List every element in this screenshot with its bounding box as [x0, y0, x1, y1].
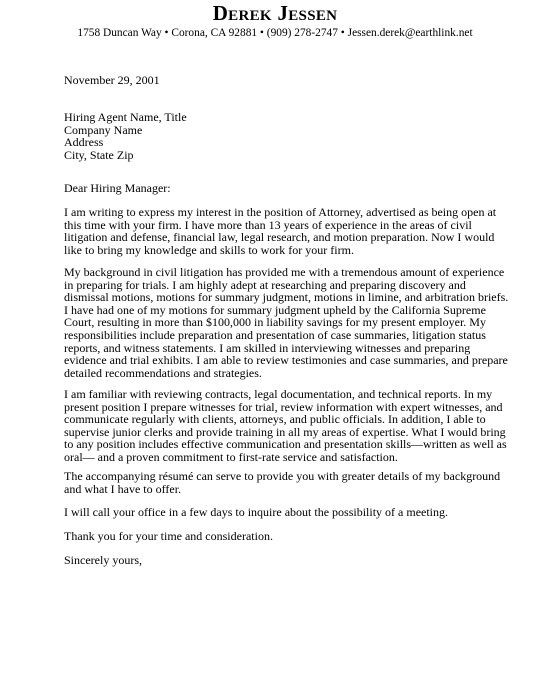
letter-date: November 29, 2001 [64, 73, 160, 87]
paragraph-line: present position I prepare witnesses for trial, review information with expert witnesses, and [64, 399, 503, 414]
recipient-address [64, 111, 504, 161]
paragraph-line: reports, and witness statements. I am skilled in interviewing witnesses and preparing [64, 340, 471, 355]
paragraph-line: evidence and trial exhibits. I am able to review testimonies and case summaries, and prepare [64, 353, 508, 368]
body-paragraph [64, 265, 509, 380]
paragraph-line: detailed recommendations and strategies. [64, 365, 262, 380]
recipient-city-state-zip: City, State Zip [64, 147, 134, 162]
paragraph-line: communicate regularly with clients, attorneys, and public officials. In addition, I able to [64, 412, 486, 427]
paragraph-line: My background in civil litigation has provided me with a tremendous amount of experience [64, 265, 505, 279]
paragraph-line: I am writing to express my interest in the position of Attorney, advertised as being open at [64, 205, 497, 219]
paragraph-line: The accompanying résumé can serve to provide you with greater details of my background [64, 469, 501, 483]
recipient-address-line: Address [64, 135, 104, 150]
sender-contact-line: 1758 Duncan Way • Corona, CA 92881 • (909) 278-2747 • Jessen.derek@earthlink.net [77, 27, 473, 39]
paragraph-line: litigation and defense, financial law, legal research, and motion preparation. Now I would [64, 230, 495, 245]
paragraph-line: like to bring my knowledge and skills to work for your firm. [64, 242, 354, 257]
salutation: Dear Hiring Manager: [64, 181, 171, 195]
paragraph-line: responsibilities include preparation and presentation of case summaries, litigation status [64, 327, 486, 342]
recipient-name-title: Hiring Agent Name, Title [64, 110, 187, 124]
recipient-company: Company Name [64, 122, 143, 137]
paragraph-line: I will call your office in a few days to inquire about the possibility of a meeting. [64, 505, 449, 519]
paragraph-line: I have had one of my motions for summary judgment upheld by the California Supreme [64, 302, 486, 317]
paragraph-line: and what I have to offer. [64, 481, 182, 496]
paragraph-line: to any position includes effective communication and presentation skills—written as well as [64, 437, 507, 452]
paragraph-line: this time with your firm. I have more than 13 years of experience in the areas of civil [64, 217, 472, 232]
paragraph-line: I am familiar with reviewing contracts, legal documentation, and technical reports. In my [64, 387, 493, 401]
paragraph-line: supervise junior clerks and provide training in all my areas of expertise. What I would bring [64, 424, 506, 439]
body-paragraph [64, 206, 504, 256]
paragraph-line: Thank you for your time and consideration. [64, 529, 273, 543]
paragraph-line: in preparing for trials. I am highly adept at researching and preparing discovery and [64, 277, 466, 292]
body-paragraph [64, 470, 504, 495]
paragraph-line: oral— and a proven commitment to first-rate service and satisfaction. [64, 449, 398, 464]
body-paragraph [64, 506, 504, 519]
closing: Sincerely yours, [64, 553, 142, 567]
sender-name: Derek Jessen [212, 1, 338, 25]
paragraph-line: dismissal motions, motions for summary judgment, motions in limine, and arbitration briefs. [64, 290, 509, 305]
paragraph-line: Court, resulting in more than $100,000 in liability savings for my present employer. My [64, 315, 486, 330]
body-paragraph [64, 387, 507, 464]
body-paragraph [64, 530, 504, 543]
